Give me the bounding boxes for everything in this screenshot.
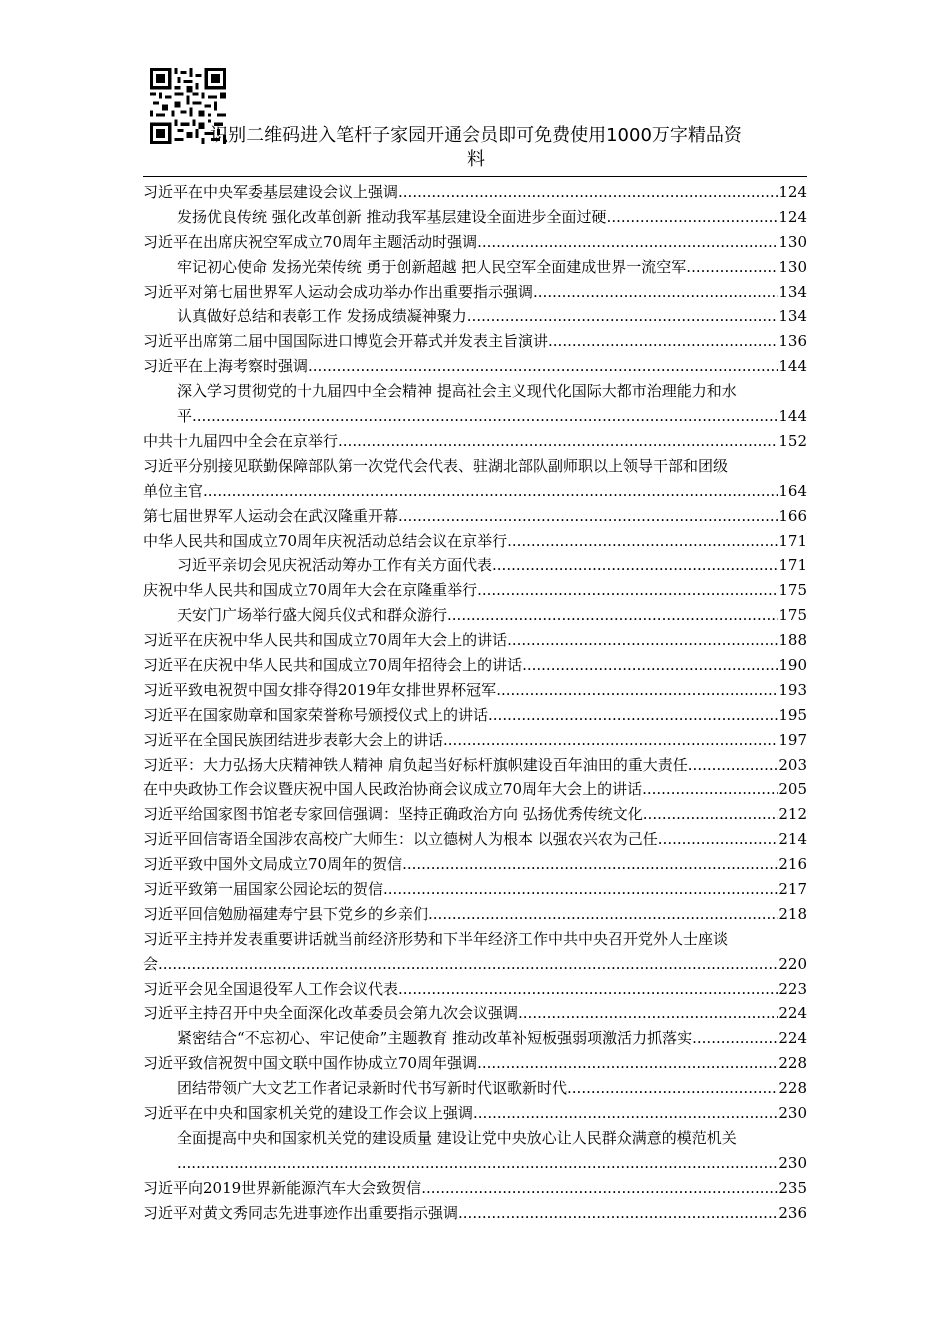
toc-page-number: 124 <box>778 207 807 226</box>
toc-entry[interactable] <box>143 280 807 305</box>
toc-entry-title: 全面提高中央和国家机关党的建设质量 建设让党中央放心让人民群众满意的模范机关 <box>177 1128 737 1147</box>
toc-entry-title: 习近平出席第二届中国国际进口博览会开幕式并发表主旨演讲 <box>143 332 549 351</box>
banner-line-1: 识别二维码进入笔杆子家园开通会员即可免费使用1000万字精品资 <box>210 125 742 146</box>
toc-entry-title: 深入学习贯彻党的十九届四中全会精神 提高社会主义现代化国际大都市治理能力和水 <box>177 382 737 401</box>
dot-leader <box>477 1051 778 1076</box>
toc-entry-title: 习近平在全国民族团结进步表彰大会上的讲话 <box>143 730 444 749</box>
toc-page-number: 171 <box>778 531 807 550</box>
banner-line-2: 料 <box>467 149 485 170</box>
toc-page-number: 130 <box>778 232 807 251</box>
toc-entry-title: 习近平在国家勋章和国家荣誉称号颁授仪式上的讲话 <box>143 705 489 724</box>
toc-entry-title: 庆祝中华人民共和国成立70周年大会在京隆重举行 <box>143 581 478 600</box>
toc-page-number: 190 <box>778 655 807 674</box>
toc-entry[interactable] <box>143 1001 807 1026</box>
dot-leader <box>158 952 778 977</box>
toc-entry-title: 发扬优良传统 强化改革创新 推动我军基层建设全面进步全面过硬 <box>177 207 607 226</box>
toc-entry-title: 习近平致中国外文局成立70周年的贺信 <box>143 855 403 874</box>
toc-entry[interactable] <box>143 728 807 753</box>
toc-page-number: 220 <box>778 954 807 973</box>
dot-leader <box>458 1201 778 1226</box>
toc-entry[interactable] <box>143 429 807 454</box>
toc-page-number: 224 <box>778 1004 807 1023</box>
dot-leader <box>693 753 779 778</box>
toc-entry[interactable] <box>143 354 807 379</box>
toc-page-number: 134 <box>778 307 807 326</box>
toc-page-number: 171 <box>778 556 807 575</box>
dot-leader <box>496 678 778 703</box>
dot-leader <box>548 329 778 354</box>
dot-leader <box>477 230 778 255</box>
toc-entry-title: 紧密结合“不忘初心、牢记使命”主题教育 推动改革补短板强弱项激活力抓落实. <box>177 1029 697 1048</box>
dot-leader <box>643 802 779 827</box>
dot-leader <box>177 1151 778 1176</box>
dot-leader <box>192 404 778 429</box>
toc-entry-title: 第七届世界军人运动会在武汉隆重开幕 <box>143 506 399 525</box>
toc-entry-title: 团结带领广大文艺工作者记录新时代书写新时代讴歌新时代 <box>177 1079 568 1098</box>
toc-entry[interactable] <box>143 255 807 280</box>
dot-leader <box>518 1001 778 1026</box>
toc-page-number: 217 <box>778 880 807 898</box>
toc-page-number: 188 <box>778 631 807 650</box>
toc-entry-title: 习近平在中央和国家机关党的建设工作会议上强调 <box>143 1104 474 1123</box>
dot-leader <box>691 255 778 280</box>
toc-entry[interactable] <box>143 1101 807 1126</box>
toc-entry[interactable] <box>143 902 807 927</box>
toc-entry-title: 习近平分别接见联勤保障部队第一次党代会代表、驻湖北部队副师职以上领导干部和团级 <box>143 456 729 475</box>
toc-page-number: 136 <box>778 332 807 351</box>
dot-leader <box>477 578 778 603</box>
dot-leader <box>467 304 779 329</box>
dot-leader <box>658 827 779 852</box>
toc-entry[interactable] <box>143 180 807 205</box>
dot-leader <box>428 902 778 927</box>
toc-entry[interactable] <box>143 603 807 628</box>
toc-page-number: 175 <box>778 581 807 600</box>
toc-page-number: 124 <box>778 183 807 201</box>
toc-entry[interactable] <box>143 553 807 578</box>
toc-entry[interactable] <box>143 578 807 603</box>
dot-leader <box>383 877 778 902</box>
dot-leader <box>398 504 778 529</box>
toc-entry[interactable] <box>143 529 807 554</box>
toc-entry-title: 习近平对黄文秀同志先进事迹作出重要指示强调 <box>143 1203 459 1222</box>
toc-page-number: 152 <box>778 431 807 450</box>
dot-leader <box>488 703 778 728</box>
toc-entry-title: 习近平向2019世界新能源汽车大会致贺信 <box>143 1178 422 1197</box>
toc-entry[interactable] <box>143 1126 807 1176</box>
header-divider <box>143 176 807 177</box>
toc-entry-title: 习近平在庆祝中华人民共和国成立70周年招待会上的讲话 <box>143 655 523 674</box>
toc-entry[interactable] <box>143 852 807 877</box>
toc-entry-title: 习近平在庆祝中华人民共和国成立70周年大会上的讲话 <box>143 631 508 650</box>
toc-entry-title: 在中央政协工作会议暨庆祝中国人民政治协商会议成立70周年大会上的讲话 <box>143 780 643 799</box>
toc-entry-title: 习近平对第七届世界军人运动会成功举办作出重要指示强调 <box>143 282 534 301</box>
toc-entry-title: 习近平致信祝贺中国文联中国作协成立70周年强调 <box>143 1054 478 1073</box>
toc-entry-title: 会 <box>143 954 159 973</box>
dot-leader <box>398 977 778 1002</box>
toc-entry-title: 习近平：大力弘扬大庆精神铁人精神 肩负起当好标杆旗帜建设百年油田的重大责任. <box>143 755 693 774</box>
toc-entry-title: 天安门广场举行盛大阅兵仪式和群众游行 <box>177 606 448 625</box>
dot-leader <box>607 205 779 230</box>
toc-page-number: 228 <box>778 1079 807 1098</box>
toc-entry[interactable] <box>143 304 807 329</box>
toc-page-number: 144 <box>778 357 807 376</box>
toc-entry[interactable] <box>143 1076 807 1101</box>
dot-leader <box>338 429 778 454</box>
toc-entry[interactable] <box>143 877 807 902</box>
toc-entry-title: 中共十九届四中全会在京举行 <box>143 431 339 450</box>
toc-entry[interactable] <box>143 379 807 429</box>
dot-leader <box>203 479 778 504</box>
dot-leader <box>473 1101 778 1126</box>
table-of-contents <box>143 180 807 1226</box>
toc-page-number: 214 <box>778 830 807 849</box>
toc-page-number: 203 <box>778 755 807 774</box>
toc-page-number: 212 <box>778 805 807 824</box>
toc-page-number: 195 <box>778 705 807 724</box>
toc-entry[interactable] <box>143 927 807 977</box>
toc-page-number: 134 <box>778 282 807 301</box>
toc-entry-title: 单位主官 <box>143 481 204 500</box>
toc-entry-title: 习近平在中央军委基层建设会议上强调 <box>143 183 399 201</box>
toc-page-number: 235 <box>778 1178 807 1197</box>
dot-leader <box>398 180 778 205</box>
toc-entry[interactable] <box>143 977 807 1002</box>
dot-leader <box>533 280 778 305</box>
toc-entry[interactable] <box>143 1051 807 1076</box>
toc-entry-title: 习近平回信寄语全国涉农高校广大师生：以立德树人为根本 以强农兴农为己任 <box>143 830 658 849</box>
toc-page-number: 223 <box>778 979 807 998</box>
toc-page-number: 216 <box>778 855 807 874</box>
toc-entry[interactable] <box>143 504 807 529</box>
dot-leader <box>402 852 778 877</box>
toc-entry[interactable] <box>143 1026 807 1051</box>
toc-page-number: 224 <box>778 1029 807 1048</box>
toc-page-number: 164 <box>778 481 807 500</box>
dot-leader <box>642 777 778 802</box>
toc-entry-title: 习近平会见全国退役军人工作会议代表 <box>143 979 399 998</box>
toc-entry-title: 习近平亲切会见庆祝活动筹办工作有关方面代表 <box>177 556 493 575</box>
toc-entry-title: 习近平在上海考察时强调 <box>143 357 309 376</box>
dot-leader <box>567 1076 778 1101</box>
toc-entry-title: 习近平致第一届国家公园论坛的贺信 <box>143 880 384 898</box>
toc-page-number: 175 <box>778 606 807 625</box>
toc-page-number: 144 <box>778 407 807 426</box>
toc-entry-title: 习近平致电祝贺中国女排夺得2019年女排世界杯冠军 <box>143 680 497 699</box>
toc-page-number: 236 <box>778 1203 807 1222</box>
toc-page-number: 230 <box>778 1104 807 1123</box>
toc-entry[interactable] <box>143 628 807 653</box>
toc-entry[interactable] <box>143 802 807 827</box>
dot-leader <box>308 354 778 379</box>
toc-entry-title: 习近平主持并发表重要讲话就当前经济形势和下半年经济工作中共中央召开党外人士座谈 <box>143 929 729 948</box>
toc-entry[interactable] <box>143 827 807 852</box>
toc-page-number: 130 <box>778 257 807 276</box>
dot-leader <box>447 603 778 628</box>
toc-entry[interactable] <box>143 1176 807 1201</box>
toc-entry[interactable] <box>143 678 807 703</box>
toc-entry-title: 习近平回信勉励福建寿宁县下党乡的乡亲们 <box>143 904 429 923</box>
toc-entry-title: 牢记初心使命 发扬光荣传统 勇于创新超越 把人民空军全面建成世界一流空军. <box>177 257 692 276</box>
toc-entry[interactable] <box>143 777 807 802</box>
toc-page-number: 166 <box>778 506 807 525</box>
toc-entry-title: 认真做好总结和表彰工作 发扬成绩凝神聚力 <box>177 307 467 326</box>
toc-entry[interactable] <box>143 230 807 255</box>
toc-entry-title: 平 <box>177 407 193 426</box>
dot-leader <box>492 553 778 578</box>
toc-entry[interactable] <box>143 653 807 678</box>
toc-entry-title: 习近平给国家图书馆老专家回信强调：坚持正确政治方向 弘扬优秀传统文化 <box>143 805 643 824</box>
toc-page-number: 193 <box>778 680 807 699</box>
dot-leader <box>507 628 778 653</box>
promo-banner <box>143 124 809 172</box>
toc-page-number: 230 <box>778 1153 807 1172</box>
dot-leader <box>443 728 778 753</box>
dot-leader <box>421 1176 778 1201</box>
toc-entry[interactable] <box>143 329 807 354</box>
toc-page-number: 228 <box>778 1054 807 1073</box>
dot-leader <box>507 529 778 554</box>
toc-entry[interactable] <box>143 703 807 728</box>
toc-entry[interactable] <box>143 205 807 230</box>
toc-page-number: 218 <box>778 904 807 923</box>
toc-entry-title: 习近平在出席庆祝空军成立70周年主题活动时强调 <box>143 232 478 251</box>
toc-entry[interactable] <box>143 1201 807 1226</box>
toc-entry[interactable] <box>143 753 807 778</box>
toc-entry[interactable] <box>143 454 807 504</box>
toc-entry-title: 习近平主持召开中央全面深化改革委员会第九次会议强调 <box>143 1004 519 1023</box>
toc-page-number: 197 <box>778 730 807 749</box>
dot-leader <box>697 1026 778 1051</box>
dot-leader <box>522 653 778 678</box>
toc-entry-title: 中华人民共和国成立70周年庆祝活动总结会议在京举行 <box>143 531 508 550</box>
toc-page-number: 205 <box>778 780 807 799</box>
